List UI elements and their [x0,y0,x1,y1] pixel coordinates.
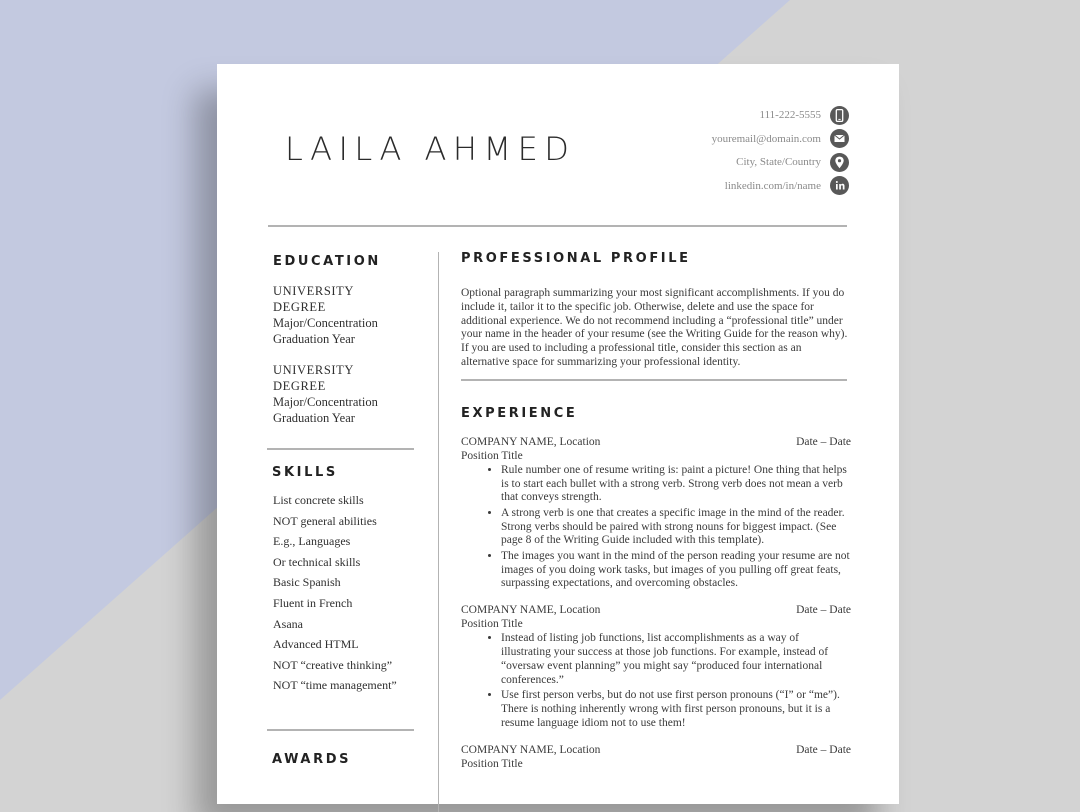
contact-linkedin-text: linkedin.com/in/name [724,179,821,192]
experience-entry [461,743,851,771]
job-company: COMPANY NAME, Location [461,435,601,448]
contact-email [589,130,849,148]
job-header [461,603,851,617]
contact-phone-text: 111-222-5555 [759,109,821,121]
job-header [461,435,851,449]
education-entry [273,362,423,426]
column-divider [438,252,439,812]
education-degree: DEGREE [273,379,326,393]
left-column [273,254,423,767]
experience-entry [461,603,851,730]
profile-paragraph: Optional paragraph summarizing your most significant accomplishments. If you do include it, tailor it to the specific job. Otherwise, delete and use the space for additional experience. We do not recommend including a “professional title” under your name in the header of your resume (see the Writing Guide for the reason why). If you are used to including a professional title, consider this section as an alternative space for summarizing your professional identity. [461,287,848,368]
job-dates: Date – Date [796,604,851,617]
education-year: Graduation Year [273,332,355,346]
profile-heading: PROFESSIONAL PROFILE [461,251,691,266]
job-dates: Date – Date [796,744,851,757]
skill-item: Asana [273,616,303,631]
contact-email-text: youremail@domain.com [711,132,821,145]
education-major: Major/Concentration [273,316,378,330]
education-major: Major/Concentration [273,395,378,409]
contact-location [589,153,849,171]
job-company: COMPANY NAME, Location [461,744,601,757]
email-icon [830,129,849,148]
job-company: COMPANY NAME, Location [461,604,601,617]
skill-item: Fluent in French [273,595,353,610]
contact-location-text: City, State/Country [736,156,821,168]
skills-list [273,490,423,696]
job-bullet: • A strong verb is one that creates a specific image in the mind of the reader. Strong verbs should be paired with strong nouns for biggest impact. (See page 8 of the Writing Guide included with this template). [501,507,851,548]
experience-entry [461,435,851,591]
contact-list [589,106,849,200]
skill-item: NOT “creative thinking” [273,657,393,672]
resume-page [217,64,899,804]
education-year: Graduation Year [273,411,355,425]
education-university: UNIVERSITY [273,363,354,377]
job-bullets [461,464,851,591]
job-position: Position Title [461,449,523,462]
skills-divider [267,729,414,731]
education-entry [273,283,423,347]
skill-item: List concrete skills [273,493,364,507]
awards-heading: AWARDS [272,751,352,767]
job-bullet: • Rule number one of resume writing is: paint a picture! One thing that helps is to start each bullet with a strong verb. Strong verb does not mean a verb that conveys strength. [501,464,851,505]
skill-item: E.g., Languages [273,534,351,549]
job-header [461,743,851,757]
right-column [461,251,851,771]
education-divider [267,448,414,450]
contact-linkedin [589,177,849,195]
job-position: Position Title [461,758,523,771]
education-heading: EDUCATION [273,254,381,269]
skill-item: NOT “time management” [273,678,397,693]
profile-divider [461,379,847,381]
job-bullet: • Use first person verbs, but do not use first person pronouns (“I” or “me”). There is nothing inherently wrong with first person pronouns, but it is a resume language idiom not to use them! [501,689,851,730]
skill-item: Or technical skills [273,554,361,569]
location-pin-icon [830,153,849,172]
skill-item: NOT general abilities [273,513,377,528]
header-divider [268,225,847,227]
job-bullet: • The images you want in the mind of the person reading your resume are not images of you doing work tasks, but images of you pulling off great feats, surpassing expectations, and overcoming obstacles. [501,550,851,591]
skill-item: Basic Spanish [273,575,341,590]
skill-item: Advanced HTML [273,637,359,652]
education-university: UNIVERSITY [273,284,354,298]
skills-heading: SKILLS [272,465,338,480]
experience-heading: EXPERIENCE [461,405,578,421]
job-dates: Date – Date [796,435,851,448]
linkedin-icon [830,176,849,195]
candidate-name: LAILA AHMED [285,130,576,168]
job-bullet: • Instead of listing job functions, list accomplishments as a way of illustrating your success at those job functions. For example, instead of “oversaw event planning” you might say “produced four international conferences.” [501,632,851,687]
phone-icon [830,106,849,125]
education-degree: DEGREE [273,300,326,314]
job-bullets [461,632,851,730]
job-position: Position Title [461,618,523,631]
contact-phone [589,106,849,124]
